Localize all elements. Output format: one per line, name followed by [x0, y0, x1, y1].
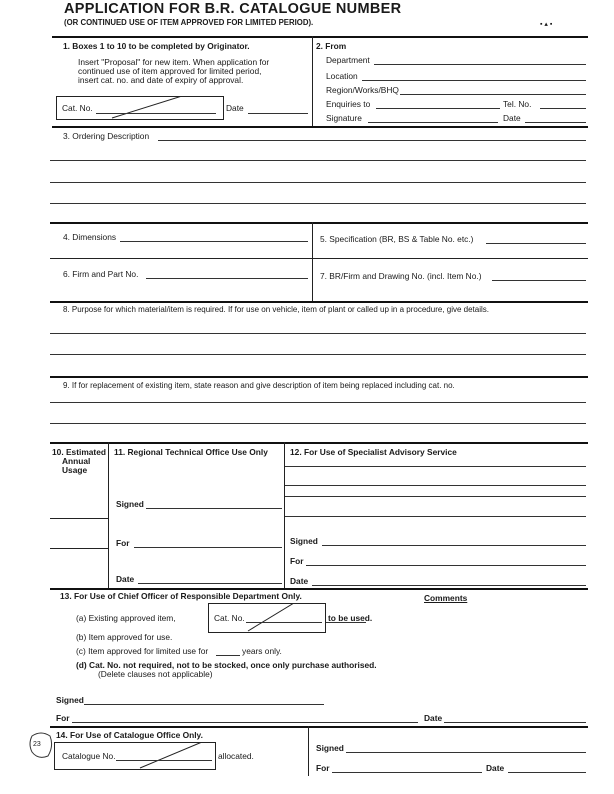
sec12-signed: Signed: [290, 536, 318, 546]
sec13-catno-label: Cat. No.: [214, 613, 245, 623]
sec13-a-used-line: [326, 622, 366, 623]
sec11-date: Date: [116, 574, 135, 584]
sec13-comments: Comments: [424, 593, 468, 603]
sec2-region: Region/Works/BHQ: [326, 85, 399, 95]
sec13-c1: (c) Item approved for limited use for: [76, 646, 209, 656]
sec1-instr3: insert cat. no. and date of expiry of approval.: [78, 75, 244, 85]
sec14-allocated: allocated.: [218, 751, 254, 761]
sec2-date-line[interactable]: [525, 122, 586, 123]
sec13-for: For: [56, 713, 70, 723]
sec3-line-1[interactable]: [158, 140, 586, 141]
sec1-instr2: continued use of item approved for limited period,: [78, 66, 262, 76]
sec5-line[interactable]: [486, 243, 586, 244]
sec12-line-1[interactable]: [285, 466, 586, 467]
sec12-line-2[interactable]: [285, 485, 586, 486]
sec3-line-4[interactable]: [50, 203, 586, 204]
sec7-line[interactable]: [492, 280, 586, 281]
sec14-date: Date: [486, 763, 505, 773]
sec2-signature-line[interactable]: [368, 122, 498, 123]
sec13-signed: Signed: [56, 695, 84, 705]
sec11-signed-line[interactable]: [146, 508, 282, 509]
sec13-for-line[interactable]: [72, 722, 418, 723]
sec1-date-label: Date: [226, 103, 244, 113]
sec11-divider: [284, 442, 285, 588]
rule-after-sec13: [50, 726, 588, 728]
rule-after-sec45: [50, 258, 588, 259]
sec12-divider: [312, 36, 313, 126]
margin-note-circle: [28, 730, 54, 760]
sec2-signature: Signature: [326, 113, 362, 123]
sec14-signed: Signed: [316, 743, 344, 753]
sec1-instr1: Insert "Proposal" for new item. When application for: [78, 57, 270, 67]
sec11-signed: Signed: [116, 499, 144, 509]
sec1-catno-line[interactable]: [96, 113, 216, 114]
sec1-catno-slash: [100, 96, 200, 119]
margin-note: 23: [33, 741, 41, 748]
sec8-line-2[interactable]: [50, 354, 586, 355]
sec9-line-2[interactable]: [50, 423, 586, 424]
sec11-heading: 11. Regional Technical Office Use Only: [114, 447, 268, 457]
sec11-date-line[interactable]: [138, 583, 282, 584]
sec2-region-line[interactable]: [400, 94, 586, 95]
sec12-date-line[interactable]: [312, 585, 586, 586]
rule-after-sec67: [50, 301, 588, 303]
sec13-c2: years only.: [242, 646, 282, 656]
sec2-date: Date: [503, 113, 521, 123]
sec11-for-line[interactable]: [134, 547, 282, 548]
sec2-tel: Tel. No.: [503, 99, 532, 109]
sec2-enquiries: Enquiries to: [326, 99, 371, 109]
sec4-label: 4. Dimensions: [63, 232, 117, 242]
sec13-date: Date: [424, 713, 443, 723]
sec1-date-line[interactable]: [248, 113, 308, 114]
sec2-location: Location: [326, 71, 358, 81]
sec14-for: For: [316, 763, 330, 773]
sec13-a-used: to be used.: [328, 613, 373, 623]
sec2-department: Department: [326, 55, 370, 65]
sec14-for-line[interactable]: [332, 772, 482, 773]
rule-after-sec3: [50, 222, 588, 224]
sec9-line-1[interactable]: [50, 402, 586, 403]
sec2-tel-line[interactable]: [540, 108, 586, 109]
sec6-line[interactable]: [146, 278, 308, 279]
rule-after-sec12: [52, 126, 588, 128]
rule-sec10-mid2: [50, 548, 108, 549]
rule-after-sec12b: [50, 588, 588, 590]
sec14-heading: 14. For Use of Catalogue Office Only.: [56, 730, 203, 740]
sec1-heading: 1. Boxes 1 to 10 to be completed by Originator.: [63, 41, 250, 51]
sec2-heading: 2. From: [316, 41, 347, 51]
sec10-l2: Annual: [62, 456, 91, 466]
sec11-for: For: [116, 538, 130, 548]
sec13-catno-line[interactable]: [246, 622, 322, 623]
sec10-l1: 10. Estimated: [52, 447, 106, 457]
form-title: APPLICATION FOR B.R. CATALOGUE NUMBER: [64, 1, 402, 17]
sec7-label: 7. BR/Firm and Drawing No. (incl. Item No.): [320, 271, 482, 281]
sec10-divider: [108, 442, 109, 588]
sec8-label: 8. Purpose for which material/item is required. If for use on vehicle, item of plant or called up in a procedure, give details.: [63, 305, 489, 314]
sec12-line-3[interactable]: [285, 496, 586, 497]
sec13-d2: (Delete clauses not applicable): [98, 669, 213, 679]
sec10-l3: Usage: [62, 465, 88, 475]
sec13-date-line[interactable]: [444, 722, 586, 723]
rule-after-sec8: [50, 376, 588, 378]
sec2-location-line[interactable]: [362, 80, 586, 81]
sec12-signed-line[interactable]: [322, 545, 586, 546]
sec5-label: 5. Specification (BR, BS & Table No. etc.): [320, 234, 474, 244]
sec14-divider: [308, 726, 309, 776]
sec3-line-3[interactable]: [50, 182, 586, 183]
sec13-a: (a) Existing approved item,: [76, 613, 176, 623]
corner-mark: ▪ ▴ ▪: [540, 21, 553, 28]
sec3-label: 3. Ordering Description: [63, 131, 150, 141]
sec13-d1: (d) Cat. No. not required, not to be stocked, once only purchase authorised.: [76, 660, 377, 670]
rule-after-sec9: [50, 442, 588, 444]
sec12-for: For: [290, 556, 304, 566]
sec12-for-line[interactable]: [306, 565, 586, 566]
sec6-label: 6. Firm and Part No.: [63, 269, 139, 279]
sec4-line[interactable]: [120, 241, 308, 242]
sec14-signed-line[interactable]: [346, 752, 586, 753]
sec2-enquiries-line[interactable]: [376, 108, 500, 109]
sec12-line-4[interactable]: [285, 516, 586, 517]
sec2-department-line[interactable]: [374, 64, 586, 65]
sec13-heading: 13. For Use of Chief Officer of Responsible Department Only.: [60, 591, 302, 601]
sec1-catno-label: Cat. No.: [62, 103, 93, 113]
sec9-label: 9. If for replacement of existing item, state reason and give description of item being replaced including cat. no.: [63, 381, 455, 390]
sec45-divider: [312, 222, 313, 302]
sec13-c-years-line[interactable]: [216, 655, 240, 656]
sec12-heading: 12. For Use of Specialist Advisory Service: [290, 447, 457, 457]
sec13-signed-line[interactable]: [84, 704, 324, 705]
sec13-b: (b) Item approved for use.: [76, 632, 173, 642]
sec8-line-1[interactable]: [50, 333, 586, 334]
sec14-date-line[interactable]: [508, 772, 586, 773]
sec12-date: Date: [290, 576, 309, 586]
rule-sec10-mid: [50, 518, 108, 519]
form-subtitle: (OR CONTINUED USE OF ITEM APPROVED FOR LIMITED PERIOD).: [64, 18, 314, 27]
top-rule: [52, 36, 588, 38]
sec3-line-2[interactable]: [50, 160, 586, 161]
sec14-catno-line[interactable]: [116, 760, 212, 761]
sec14-catno-label: Catalogue No.: [62, 751, 116, 761]
